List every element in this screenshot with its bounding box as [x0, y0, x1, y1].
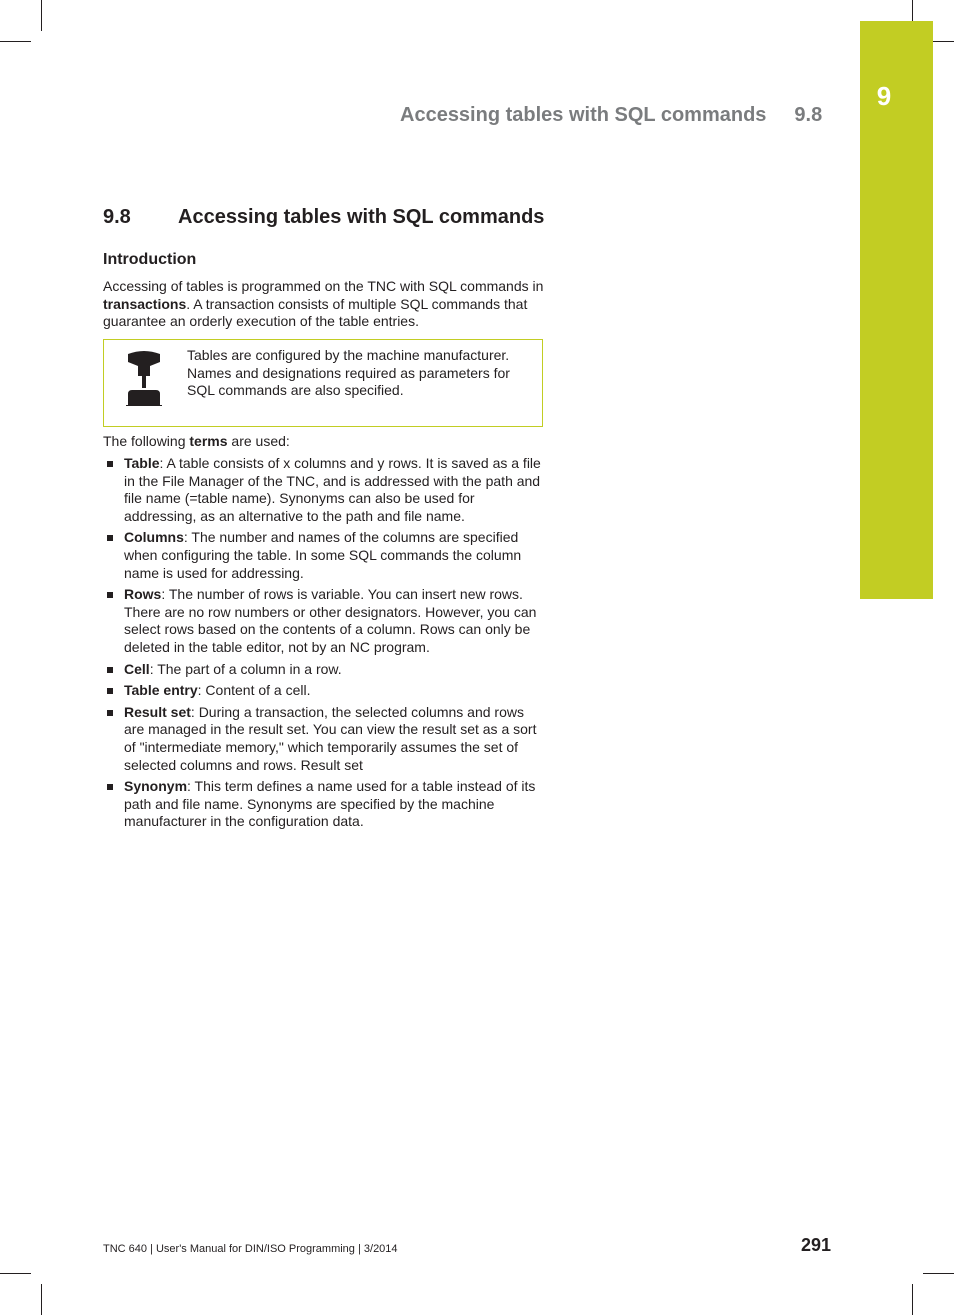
term-description: : This term defines a name used for a table instead of its path and file name. Synonyms are specified by the machine manufacturer in the configuration data. — [124, 778, 536, 830]
term-description: : The part of a column in a row. — [149, 660, 342, 677]
terms-list — [103, 455, 548, 835]
note-text: Tables are configured by the machine manufacturer. Names and designations required as parameters for SQL commands are also specified. — [187, 347, 510, 399]
list-item — [103, 455, 548, 525]
note-box — [103, 339, 543, 427]
term-description: : Content of a cell. — [197, 682, 311, 699]
list-item — [103, 778, 548, 831]
intro-paragraph — [103, 278, 548, 331]
crop-mark-bottom-left-vertical — [41, 1284, 42, 1315]
crop-mark-top-right-vertical — [912, 0, 913, 21]
machine-manufacturer-icon — [124, 350, 164, 406]
section-title — [103, 206, 544, 229]
bullet-icon — [107, 667, 113, 673]
term-name: Columns — [124, 529, 184, 546]
term-name: Rows — [124, 586, 162, 603]
footer-text: TNC 640 | User's Manual for DIN/ISO Programming | 3/2014 — [103, 1243, 398, 1255]
terms-intro — [103, 433, 290, 451]
page-number: 291 — [801, 1235, 832, 1255]
section-number: 9.8 — [103, 206, 131, 228]
crop-mark-top-left-horizontal — [0, 41, 31, 42]
intro-text-after: . A transaction consists of multiple SQL commands that guarantee an orderly execution of the table entries. — [103, 295, 528, 330]
term-name: Table — [124, 455, 160, 471]
intro-text-before: Accessing of tables is programmed on the TNC with SQL commands in — [103, 278, 544, 294]
terms-intro-before: The following — [103, 433, 190, 449]
list-item — [103, 704, 548, 774]
crop-mark-top-right-horizontal — [933, 41, 954, 42]
list-item — [103, 586, 548, 656]
crop-mark-bottom-right-horizontal — [923, 1273, 954, 1274]
terms-intro-after: are used: — [227, 433, 290, 449]
running-head-title: Accessing tables with SQL commands — [400, 104, 767, 126]
crop-mark-bottom-right-vertical — [912, 1284, 913, 1315]
term-description: : The number of rows is variable. You can insert new rows. There are no row numbers or other designators. However, you can select rows based on the contents of a column. Rows can only be deleted in the table editor, not by an NC program. — [124, 586, 537, 655]
chapter-tab — [860, 21, 933, 599]
term-name: Synonym — [124, 778, 188, 795]
bullet-icon — [107, 710, 113, 716]
term-name: Result set — [124, 703, 191, 720]
term-description: : During a transaction, the selected columns and rows are managed in the result set. You can view the result set as a sort of "intermediate memory," which temporarily assumes the set of selected columns and rows. Result set — [124, 703, 537, 773]
crop-mark-bottom-left-horizontal — [0, 1273, 31, 1274]
introduction-heading: Introduction — [103, 251, 197, 268]
bullet-icon — [107, 784, 113, 790]
crop-mark-top-left-vertical — [41, 0, 42, 31]
list-item — [103, 682, 548, 700]
running-head — [400, 104, 822, 127]
bullet-icon — [107, 461, 113, 467]
intro-bold-term: transactions — [103, 295, 187, 312]
term-description: : A table consists of x columns and y rows. It is saved as a file in the File Manager of the TNC, and is addressed with the path and file name (=table name). Synonyms can also be used for addressing, as an alternative to the path and file name. — [124, 455, 541, 524]
term-description: : The number and names of the columns are specified when configuring the table. In some SQL commands the column name is used for addressing. — [124, 529, 522, 581]
running-head-number: 9.8 — [794, 104, 823, 126]
term-name: Cell — [124, 660, 150, 677]
term-name: Table entry — [124, 682, 198, 699]
terms-intro-bold: terms — [189, 433, 228, 449]
chapter-tab-number: 9 — [876, 81, 892, 111]
bullet-icon — [107, 535, 113, 541]
bullet-icon — [107, 592, 113, 598]
section-title-text: Accessing tables with SQL commands — [178, 206, 545, 228]
list-item — [103, 529, 548, 582]
bullet-icon — [107, 688, 113, 694]
list-item — [103, 661, 548, 679]
